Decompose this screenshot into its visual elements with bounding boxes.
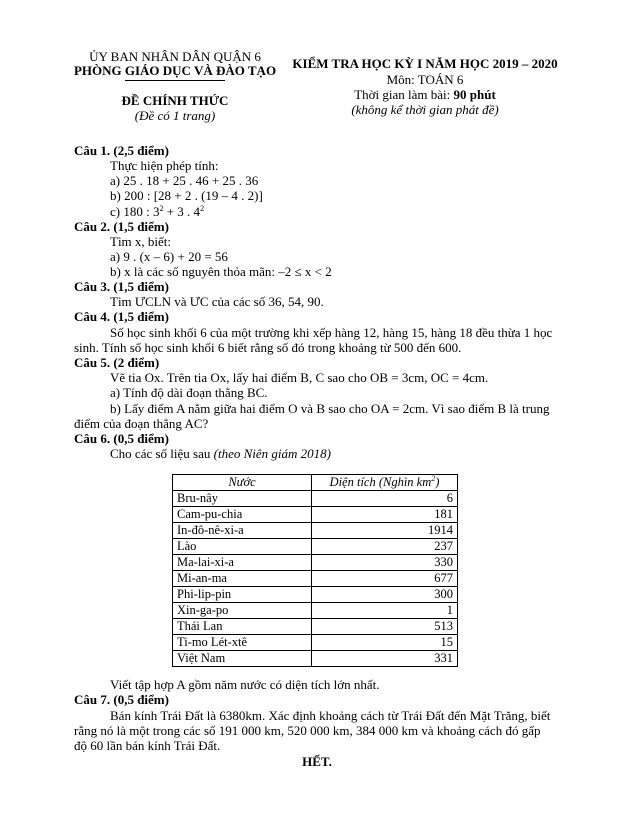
header-area-text: Diện tích (Nghìn km: [329, 475, 432, 489]
header-area-exp: 2: [431, 474, 436, 483]
cell-country: Lào: [173, 539, 312, 555]
cell-country: In-đô-nê-xi-a: [173, 523, 312, 539]
header-area: [312, 475, 458, 491]
q4-title: Câu 4. (1,5 điểm): [74, 309, 169, 324]
subject-text: Môn: TOÁN 6: [386, 72, 464, 87]
q1-c-mid: + 3 . 4: [163, 204, 201, 219]
q2-a: a) 9 . (x – 6) + 20 = 56: [110, 249, 228, 264]
q1-c: [110, 204, 204, 220]
cell-area: 15: [312, 635, 458, 651]
table-row: [173, 587, 458, 603]
q1-intro: Thực hiện phép tính:: [110, 158, 219, 173]
cell-country: Ma-lai-xi-a: [173, 555, 312, 571]
header-area-close: ): [435, 475, 440, 489]
time-value: 90 phút: [453, 87, 496, 102]
q6-source: (theo Niên giám 2018): [213, 446, 331, 461]
q5-b2: điểm của đoạn thẳng AC?: [74, 416, 209, 431]
cell-area: 1: [312, 603, 458, 619]
q1-c-exp2: 2: [200, 204, 205, 213]
q6-task: Viết tập hợp A gồm năm nước có diện tích lớn nhất.: [110, 677, 380, 692]
q5-a: a) Tính độ dài đoạn thẳng BC.: [110, 385, 268, 400]
cell-country: Ti-mo Lét-xtê: [173, 635, 312, 651]
table-header-row: [173, 475, 458, 491]
q1-c-pre: c) 180 : 3: [110, 204, 160, 219]
cell-country: Cam-pu-chia: [173, 507, 312, 523]
exam-title: KIỂM TRA HỌC KỲ I NĂM HỌC 2019 – 2020: [292, 56, 558, 71]
cell-country: Việt Nam: [173, 651, 312, 667]
time-note: (không kể thời gian phát đề): [351, 102, 499, 117]
end-mark: HẾT.: [302, 754, 332, 769]
page-count: (Đề có 1 trang): [134, 108, 216, 123]
q6-intro: [110, 446, 331, 462]
table-row: [173, 507, 458, 523]
cell-country: Bru-nây: [173, 491, 312, 507]
dept-line2: PHÒNG GIÁO DỤC VÀ ĐÀO TẠO: [73, 63, 277, 78]
q1-c-exp1: 2: [159, 204, 164, 213]
cell-area: 300: [312, 587, 458, 603]
q5-title: Câu 5. (2 điểm): [74, 355, 160, 370]
header-underline: [125, 80, 225, 81]
cell-country: Phi-lip-pin: [173, 587, 312, 603]
table-row: [173, 491, 458, 507]
time-limit: [290, 87, 560, 103]
table-row: [173, 571, 458, 587]
table-row: [173, 619, 458, 635]
area-table: [172, 474, 458, 667]
table-row: [173, 523, 458, 539]
time-label: Thời gian làm bài:: [354, 87, 454, 102]
cell-area: 331: [312, 651, 458, 667]
q2-intro: Tìm x, biết:: [110, 234, 172, 249]
cell-area: 1914: [312, 523, 458, 539]
header-country: Nước: [173, 475, 312, 491]
q5-b1: b) Lấy điểm A nằm giữa hai điểm O và B sao cho OA = 2cm. Vì sao điểm B là trung: [110, 401, 550, 416]
q7-line1: Bán kính Trái Đất là 6380km. Xác định khoảng cách từ Trái Đất đến Mặt Trăng, biết: [110, 708, 551, 723]
q7-line2: rằng nó là một trong các số 191 000 km, 520 000 km, 384 000 km và khoảng cách đó gấp: [74, 723, 541, 738]
q1-b: b) 200 : [28 + 2 . (19 – 4 . 2)]: [110, 188, 263, 203]
table-row: [173, 651, 458, 667]
cell-country: Thái Lan: [173, 619, 312, 635]
cell-area: 237: [312, 539, 458, 555]
q7-line3: độ 60 lần bán kính Trái Đất.: [74, 738, 221, 753]
cell-area: 181: [312, 507, 458, 523]
cell-area: 513: [312, 619, 458, 635]
cell-area: 330: [312, 555, 458, 571]
q7-title: Câu 7. (0,5 điểm): [74, 692, 169, 707]
q6-intro-text: Cho các số liệu sau: [110, 446, 214, 461]
cell-country: Mi-an-ma: [173, 571, 312, 587]
q2-title: Câu 2. (1,5 điểm): [74, 219, 169, 234]
table-row: [173, 539, 458, 555]
q3-text: Tìm ƯCLN và ƯC của các số 36, 54, 90.: [110, 294, 324, 309]
table-row: [173, 603, 458, 619]
q4-line1: Số học sinh khối 6 của một trường khi xếp hàng 12, hàng 15, hàng 18 đều thừa 1 học: [110, 325, 553, 340]
q6-title: Câu 6. (0,5 điểm): [74, 431, 169, 446]
dept-line1: ỦY BAN NHÂN DÂN QUẬN 6: [89, 49, 261, 64]
cell-country: Xin-ga-po: [173, 603, 312, 619]
q5-line1: Vẽ tia Ox. Trên tia Ox, lấy hai điểm B, C sao cho OB = 3cm, OC = 4cm.: [110, 370, 489, 385]
cell-area: 6: [312, 491, 458, 507]
subject: [290, 72, 560, 88]
q2-b: b) x là các số nguyên thỏa mãn: –2 ≤ x < 2: [110, 264, 332, 279]
official-label: ĐỀ CHÍNH THỨC: [121, 93, 229, 108]
q4-line2: sinh. Tính số học sinh khối 6 biết rằng số đó trong khoảng từ 500 đến 600.: [74, 340, 462, 355]
q3-title: Câu 3. (1,5 điểm): [74, 279, 169, 294]
q1-a: a) 25 . 18 + 25 . 46 + 25 . 36: [110, 173, 259, 188]
table-row: [173, 635, 458, 651]
q1-title: Câu 1. (2,5 điểm): [74, 143, 169, 158]
cell-area: 677: [312, 571, 458, 587]
table-row: [173, 555, 458, 571]
